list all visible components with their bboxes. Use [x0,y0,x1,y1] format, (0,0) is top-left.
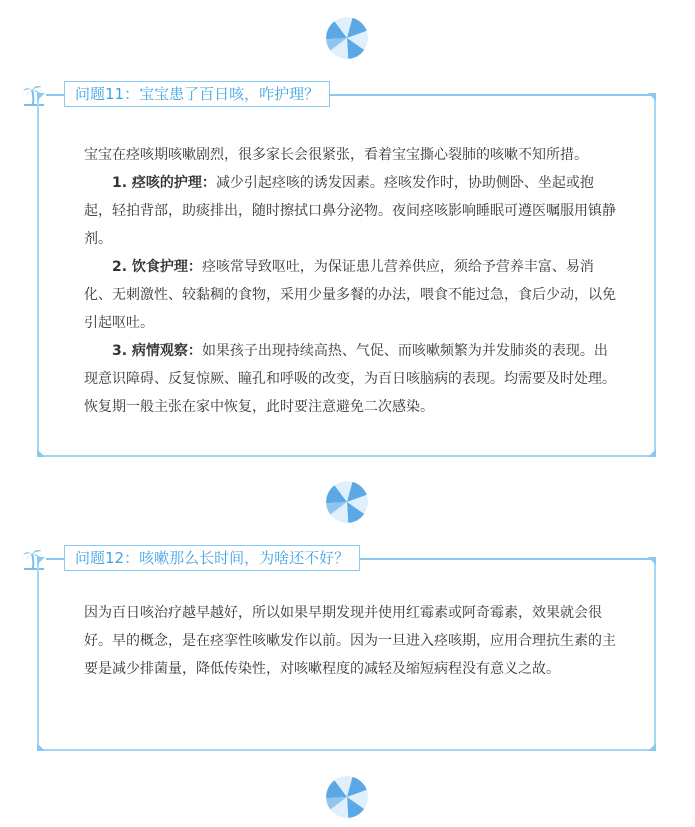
question-11-title: 问题11：宝宝患了百日咳，咋护理？ [64,81,330,107]
care-item-1-title: 1. 痉咳的护理： [112,175,216,191]
care-item-2-text: 痉咳常导致呕吐，为保证患儿营养供应，须给予营养丰富、易消化、无刺激性、较黏稠的食物，采用少量多餐的办法，喂食不能过急，食后少动，以免引起呕吐。 [84,259,616,331]
care-item-3-title: 3. 病情观察： [112,343,202,359]
care-item-3 [84,337,616,421]
question-11-card [37,95,656,457]
care-item-2-title: 2. 饮食护理： [112,259,202,275]
care-item-1 [84,169,616,253]
care-item-3-text: 如果孩子出现持续高热、气促、而咳嗽频繁为并发肺炎的表现。出现意识障碍、反复惊厥、瞳孔和呼吸的改变，为百日咳脑病的表现。均需要及时处理。恢复期一般主张在家中恢复，此时要注意避免二次感染。 [84,343,616,415]
question-12-card [37,559,656,751]
answer-paragraph: 因为百日咳治疗越早越好，所以如果早期发现并使用红霉素或阿奇霉素，效果就会很好。早的概念，是在痉挛性咳嗽发作以前。因为一旦进入痉咳期，应用合理抗生素的主要是减少排菌量，降低传染性，对咳嗽程度的减轻及缩短病程没有意义之故。 [84,605,616,677]
umbrella-divider-icon [323,773,371,821]
umbrella-divider-icon [323,14,371,62]
umbrella-divider-icon [323,478,371,526]
care-item-2 [84,253,616,337]
intro-paragraph: 宝宝在痉咳期咳嗽剧烈，很多家长会很紧张，看着宝宝撕心裂肺的咳嗽不知所措。 [84,147,588,163]
question-12-answer [84,599,616,683]
question-12-title: 问题12：咳嗽那么长时间，为啥还不好？ [64,545,360,571]
care-item-1-text: 减少引起痉咳的诱发因素。痉咳发作时，协助侧卧、坐起或抱起，轻拍背部，助痰排出，随时擦拭口鼻分泌物。夜间痉咳影响睡眠可遵医嘱服用镇静剂。 [84,175,616,247]
question-11-answer [84,141,616,421]
